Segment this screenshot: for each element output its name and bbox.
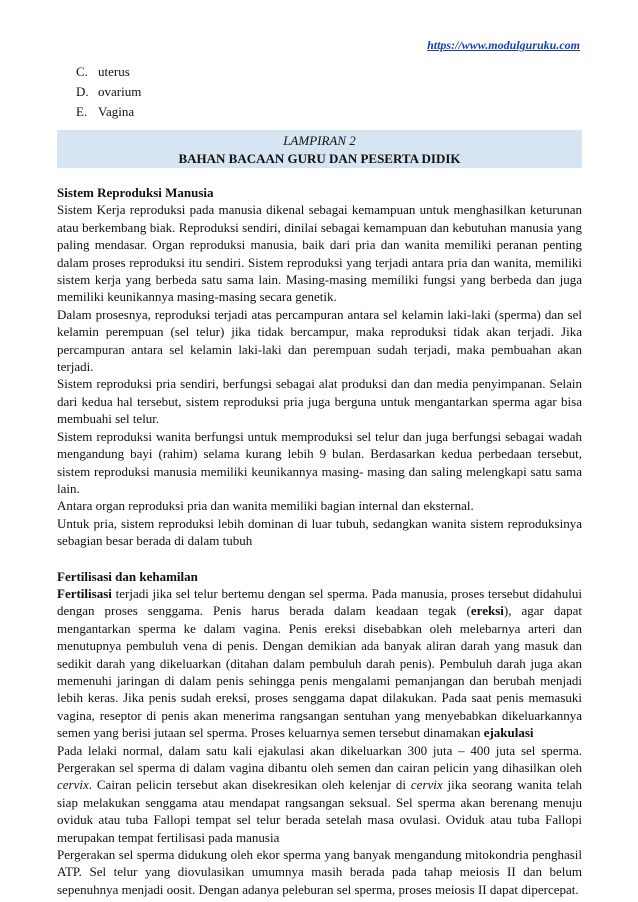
appendix-banner — [57, 130, 582, 168]
text-run: ), agar dapat mengantarkan sperma ke dalam vagina. Penis ereksi disebabkan oleh melebarnya arteri dan menutupnya pembuluh vena di penis. Dengan demikian ada banyak aliran darah yang masuk dan sedikit darah yang dikeluarkan (ditahan dalam pembuluh darah penis). Pembuluh darah juga akan memenuhi jaringan di dalam penis sehingga penis mengalami pemanjangan dan berubah menjadi lebih keras. Jika penis sudah ereksi, proses senggama dapat dilakukan. Pada saat penis memasuki vagina, reseptor di penis akan menerima rangsangan sentuhan yang menyebabkan dikeluarkannya semen yang berisi jutaan sel sperma. Proses keluarnya semen tersebut dinamakan — [57, 603, 582, 741]
appendix-subtitle: BAHAN BACAAN GURU DAN PESERTA DIDIK — [178, 151, 461, 166]
option-letter: C. — [76, 64, 88, 79]
option-letter: E. — [76, 104, 88, 119]
option-text: uterus — [98, 64, 130, 79]
term-fertilisasi: Fertilisasi — [57, 585, 112, 601]
term-ereksi: ereksi — [470, 603, 504, 619]
text-run: jika seorang wanita telah siap melakukan senggama atau mendapat rangsangan seksual. Sel sperma akan berenang menuju oviduk atau tuba Fallopi tempat sel telur berada setelah masa ovulasi. Oviduk atau tuba Fallopi merupakan tempat fertilisasi pada manusia — [57, 777, 582, 845]
option-letter: D. — [76, 84, 89, 99]
paragraph — [57, 742, 582, 846]
paragraph: Sistem Kerja reproduksi pada manusia dikenal sebagai kemampuan untuk menghasilkan keturunan atau berkembang biak. Reproduksi sendiri, dinilai sebagai kemampuan dan kebutuhan manusia yang paling mendasar. Organ reproduksi manusia, baik dari pria dan wanita memiliki peranan penting dalam proses reproduksi itu sendiri. Sistem reproduksi yang terjadi antara pria dan wanita, memiliki sistem kerja yang berbeda satu sama lain. Masing-masing memiliki fungsi yang berbeda dan juga memiliki keunikannya masing-masing secara genetik. — [57, 202, 582, 305]
website-url-link[interactable]: https://www.modulguruku.com — [427, 38, 580, 52]
section-heading-reproduction: Sistem Reproduksi Manusia — [57, 185, 214, 200]
reading-content — [57, 184, 582, 898]
paragraph: Antara organ reproduksi pria dan wanita memiliki bagian internal dan eksternal. — [57, 498, 474, 514]
paragraph: Dalam prosesnya, reproduksi terjadi atas percampuran antara sel kelamin laki-laki (sperma) dan sel kelamin perempuan (sel telur) jika tidak bercampur, maka reproduksi tidak akan terjadi. Jika percampuran antara sel kelamin laki-laki dan perempuan sudah terjadi, maka pembuahan akan terjadi. — [57, 306, 582, 375]
paragraph: Pergerakan sel sperma didukung oleh ekor sperma yang banyak mengandung mitokondria penghasil ATP. Sel telur yang diovulasikan umumnya masih berada pada tahap meiosis II dan belum sepenuhnya menjadi oosit. Dengan adanya peleburan sel sperma, proses meiosis II dapat dipercepat. — [57, 847, 582, 897]
section-heading-fertilization: Fertilisasi dan kehamilan — [57, 568, 198, 584]
term-cervix: cervix — [410, 777, 443, 793]
text-run: Pada lelaki normal, dalam satu kali ejakulasi akan dikeluarkan 300 juta – 400 juta sel sperma. Pergerakan sel sperma di dalam vagina dibantu oleh semen dan cairan pelicin yang dihasilkan oleh — [57, 742, 582, 775]
answer-options-list — [76, 62, 141, 122]
option-text: Vagina — [98, 104, 135, 119]
text-run: terjadi jika sel telur bertemu dengan sel sperma. Pada manusia, proses tersebut didahului dengan proses senggama. Penis harus berada dalam keadaan tegak ( — [57, 585, 582, 619]
option-text: ovarium — [98, 84, 142, 99]
paragraph: Sistem reproduksi pria sendiri, berfungsi sebagai alat produksi dan dan media penyimpanan. Selain dari kedua hal tersebut, sistem reproduksi pria juga berguna untuk mengantarkan sperma agar bisa membuahi sel telur. — [57, 376, 582, 427]
paragraph — [57, 585, 582, 742]
paragraph: Untuk pria, sistem reproduksi lebih dominan di luar tubuh, sedangkan wanita sistem reproduksinya sebagian besar berada di dalam tubuh — [57, 515, 582, 549]
option-d — [76, 82, 141, 102]
paragraph: Sistem reproduksi wanita berfungsi untuk memproduksi sel telur dan juga berfungsi sebagai wadah mengandung bayi (rahim) selama kurang lebih 9 bulan. Berdasarkan kedua perbedaan tersebut, sistem reproduksi manusia memiliki keunikannya masing- masing dan saling melengkapi satu sama lain. — [57, 428, 582, 496]
option-c — [76, 62, 141, 82]
option-e — [76, 102, 141, 122]
term-cervix: cervix — [57, 777, 89, 793]
appendix-title: LAMPIRAN 2 — [283, 133, 356, 148]
term-ejakulasi: ejakulasi — [483, 725, 534, 741]
text-run: . Cairan pelicin tersebut akan disekresikan oleh kelenjar di — [88, 777, 411, 793]
